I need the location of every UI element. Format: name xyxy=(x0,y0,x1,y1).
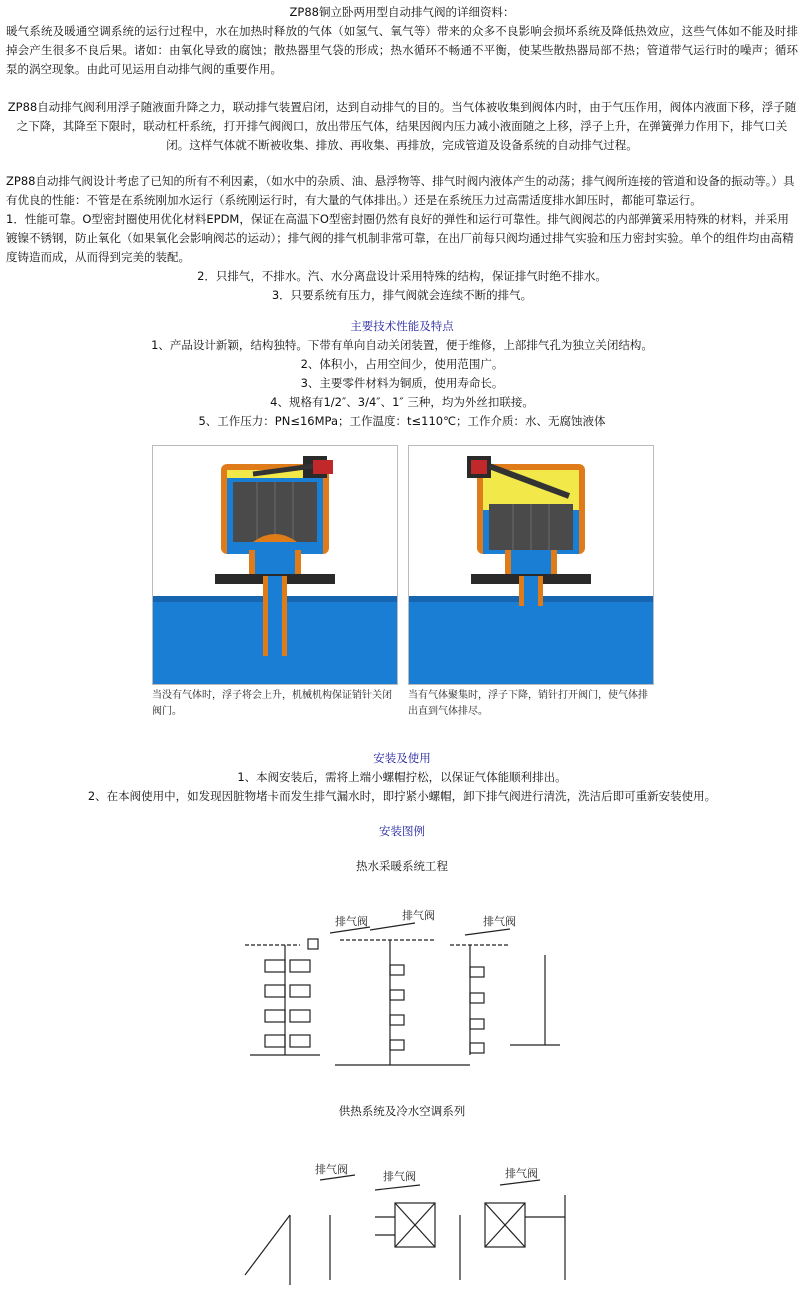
radiator xyxy=(265,960,310,1047)
hvac-title: 供热系统及冷水空调系列 xyxy=(338,1104,466,1118)
intro-paragraph xyxy=(6,22,798,79)
feature-item: 1、产品设计新颖，结构独特。下带有单向自动关闭装置，便于维修，上部排气孔为独立关闭结构。 xyxy=(151,338,653,352)
design-item-2: 2．只排气，不排水。汽、水分离盘设计采用特殊的结构，保证排气时绝不排水。 xyxy=(197,269,607,283)
valve-open-figure xyxy=(408,445,654,685)
feature-item: 4、规格有1/2″、3/4″、1″ 三种，均为外丝扣联接。 xyxy=(270,395,534,409)
valve-closed-figure xyxy=(152,445,398,685)
hvac-title-block xyxy=(6,1102,798,1121)
design-lead: ZP88自动排气阀设计考虑了已知的所有不利因素，（如水中的杂质、油、悬浮物等、排气时阀内液体产生的动荡；排气阀所连接的管道和设备的振动等。）具有优良的性能：不管是在系统刚加水运行（系统刚运行时，有大量的气体排出。）还是在系统压力过高需适度排水卸压时，都能可靠运行。 xyxy=(6,174,795,207)
intro-text: 暖气系统及暖通空调系统的运行过程中，水在加热时释放的气体（如氢气、氧气等）带来的众多不良影响会损坏系统及降低热效应，这些气体如不能及时排掉会产生很多不良后果。诸如：由氧化导致的腐蚀；散热器里气袋的形成；热水循环不畅通不平衡，使某些散热器局部不热；管道带气运行时的噪声；循环泵的涡空现象。由此可见运用自动排气阀的重要作用。 xyxy=(6,24,798,76)
valve-closed-caption: 当没有气体时，浮子将会上升，机械机构保证销针关闭阀门。 xyxy=(152,690,392,717)
water-pipe xyxy=(409,596,653,684)
feature-item: 2、体积小，占用空间少，使用范围广。 xyxy=(300,357,504,371)
feature-item: 3、主要零件材料为铜质，使用寿命长。 xyxy=(300,376,504,390)
install-heading: 安装及使用 xyxy=(373,751,431,765)
principle-text: ZP88自动排气阀利用浮子随液面升降之力，联动排气装置启闭，达到自动排气的目的。当气体被收集到阀体内时，由于气压作用，阀体内液面下移，浮子随之下降，其降至下限时，联动杠杆系统，打开排气阀阀口，放出带压气体，结果因阀内压力减小液面随之上移，浮子上升，在弹簧弹力作用下，排气口关闭。这样气体就不断被收集、排放、再收集、再排放，完成管道及设备系统的自动排气过程。 xyxy=(7,100,797,152)
features-heading: 主要技术性能及特点 xyxy=(350,319,454,333)
valve-open-caption: 当有气体聚集时，浮子下降，销针打开阀门，使气体排出直到气体排尽。 xyxy=(408,690,648,717)
valve-label: 排气阀 xyxy=(402,909,435,922)
valve-label: 排气阀 xyxy=(505,1167,538,1180)
hot-water-title-block xyxy=(6,857,798,876)
design-section xyxy=(6,172,798,305)
valve-open-illustration xyxy=(409,446,653,684)
valve-closed-illustration xyxy=(153,446,397,684)
design-item-3: 3．只要系统有压力，排气阀就会连续不断的排气。 xyxy=(271,288,533,302)
diagrams-heading: 安装图例 xyxy=(379,824,425,838)
hot-water-title: 热水采暖系统工程 xyxy=(356,859,448,873)
diagram-heading-block xyxy=(6,822,798,841)
install-item: 2、在本阀使用中，如发现因脏物堵卡而发生排气漏水时，即拧紧小螺帽，卸下排气阀进行清洗，洗洁后即可重新安装使用。 xyxy=(87,789,717,803)
valve-label: 排气阀 xyxy=(335,915,368,928)
design-item-1: 1．性能可靠。O型密封圈使用优化材料EPDM，保证在高温下O型密封圈仍然有良好的弹性和运行可靠性。排气阀阀芯的内部弹簧采用特殊的材料，并采用镀镍不锈钢，防止氧化（如果氧化会影响阀芯的运动）；排气阀的排气机制非常可靠，在出厂前每只阀均通过排气实验和压力密封实验。单个的组件均由高精度铸造而成，从而得到完美的装配。 xyxy=(6,212,794,264)
install-section xyxy=(6,749,798,806)
principle-paragraph xyxy=(6,98,798,155)
valve-label: 排气阀 xyxy=(315,1163,348,1176)
page-title: ZP88铜立卧两用型自动排气阀的详细资料： xyxy=(289,5,515,19)
feature-item: 5、工作压力：PN≤16MPa；工作温度：t≤110℃；工作介质：水、无腐蚀液体 xyxy=(198,414,606,428)
valve-label: 排气阀 xyxy=(383,1170,416,1183)
features-section xyxy=(6,317,798,431)
install-item: 1、本阀安装后，需将上端小螺帽拧松，以保证气体能顺利排出。 xyxy=(237,770,567,784)
hot-water-schematic xyxy=(240,905,570,1085)
hvac-schematic xyxy=(235,1155,595,1290)
valve-label: 排气阀 xyxy=(483,915,516,928)
